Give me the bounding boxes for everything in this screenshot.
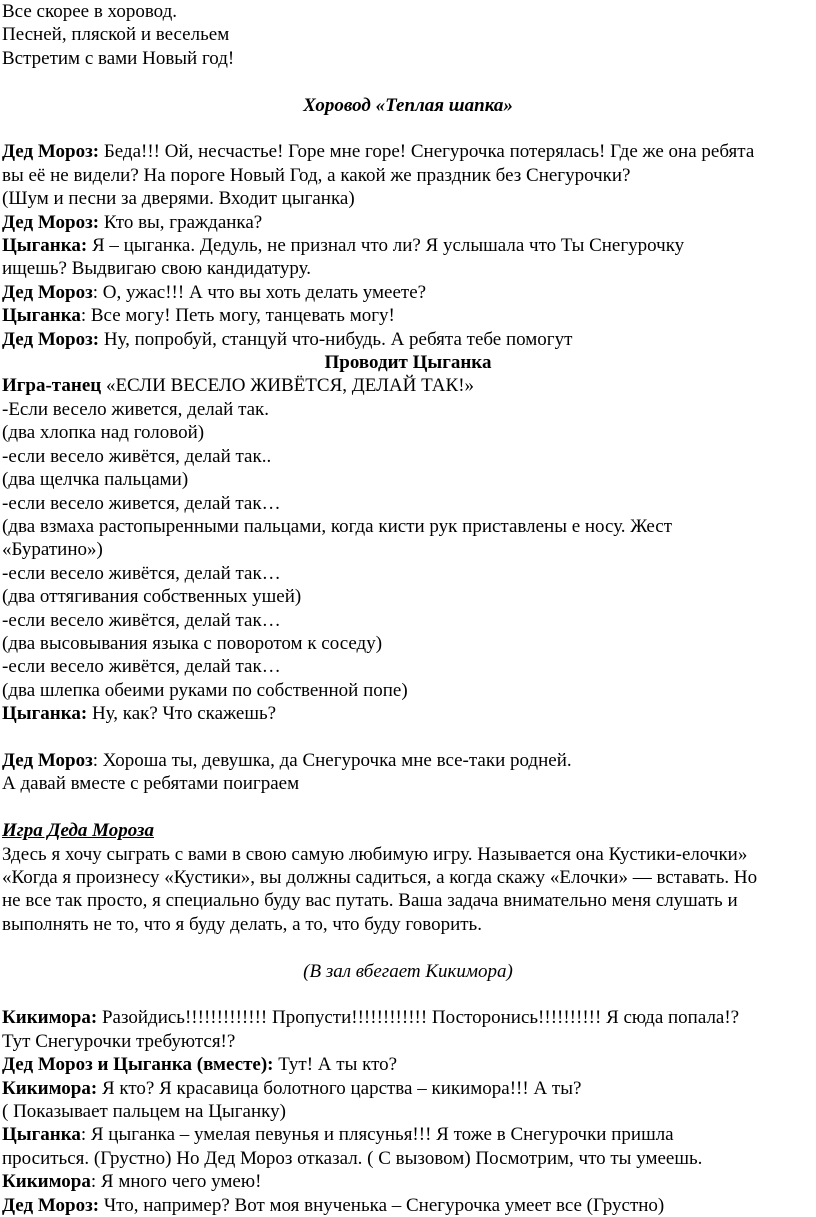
provodit-heading: Проводит Цыганка <box>324 352 492 374</box>
speaker: Кикимора: <box>2 1007 98 1029</box>
game-ded-line: выполнять не то, что я буду делать, а то, что буду говорить. <box>2 913 482 935</box>
dialogue-line: Цыганка: Я цыганка – умелая певунья и плясунья!!! Я тоже в Снегурочки пришла <box>2 1124 674 1146</box>
dialogue-line: Цыганка: Я – цыганка. Дедуль, не признал что ли? Я услышала что Ты Снегурочку <box>2 235 685 257</box>
dialogue-line: Тут Снегурочки требуются!? <box>2 1030 236 1052</box>
game-line: (два оттягивания собственных ушей) <box>2 586 302 608</box>
dialogue-line: А давай вместе с ребятами поиграем <box>2 773 300 795</box>
speaker: Дед Мороз: <box>2 211 100 233</box>
speaker: Цыганка <box>2 1124 81 1146</box>
game-ded-line: «Когда я произнесу «Кустики», вы должны садиться, а когда скажу «Елочки» — вставать. Но <box>2 866 758 888</box>
dialogue-line: Дед Мороз и Цыганка (вместе): Тут! А ты кто? <box>2 1054 398 1076</box>
dialogue-line: Дед Мороз: Хороша ты, девушка, да Снегурочка мне все-таки родней. <box>2 749 572 771</box>
game-line: -если весело живётся, делай так.. <box>2 445 272 467</box>
game-line: -если весело живется, делай так… <box>2 492 281 514</box>
game-label: Игра-танец <box>2 375 102 397</box>
game-line: -если весело живётся, делай так… <box>2 609 281 631</box>
dialogue-line: Дед Мороз: Ну, попробуй, станцуй что-нибудь. А ребята тебе помогут <box>2 328 573 350</box>
dialogue-line: проситься. (Грустно) Но Дед Мороз отказал. ( С вызовом) Посмотрим, что ты умеешь. <box>2 1147 703 1169</box>
stage-direction-kikimora: (В зал вбегает Кикимора) <box>303 960 513 982</box>
stage-direction: (Шум и песни за дверями. Входит цыганка) <box>2 188 355 210</box>
khorovod-title: Хоровод «Теплая шапка» <box>303 94 513 116</box>
dialogue-line: Кикимора: Я много чего умею! <box>2 1171 262 1193</box>
game-line: -если весело живётся, делай так… <box>2 656 281 678</box>
dialogue-line: Дед Мороз: О, ужас!!! А что вы хоть делать умеете? <box>2 281 427 303</box>
game-dance-title: Игра-танец «ЕСЛИ ВЕСЕЛО ЖИВЁТСЯ, ДЕЛАЙ ТАК!» <box>2 375 475 397</box>
game-line: (два взмаха растопыренными пальцами, когда кисти рук приставлены е носу. Жест <box>2 515 673 537</box>
poem-line: Все скорее в хоровод. <box>2 1 178 22</box>
game-ded-title: Игра Деда Мороза <box>2 820 154 842</box>
dialogue-line: Цыганка: Все могу! Петь могу, танцевать могу! <box>2 305 395 327</box>
speaker: Кикимора: <box>2 1077 98 1099</box>
game-line: -если весело живётся, делай так… <box>2 562 281 584</box>
game-line: (два хлопка над головой) <box>2 422 205 444</box>
dialogue-line: Цыганка: Ну, как? Что скажешь? <box>2 703 277 725</box>
game-line: «Буратино») <box>2 539 103 561</box>
game-line: (два шлепка обеими руками по собственной попе) <box>2 679 408 701</box>
speaker: Дед Мороз: <box>2 1194 100 1216</box>
game-ded-line: Здесь я хочу сыграть с вами в свою самую любимую игру. Называется она Кустики-елочки» <box>2 843 748 865</box>
dialogue-line: вы её не видели? На пороге Новый Год, а какой же праздник без Снегурочки? <box>2 164 631 186</box>
speaker: Дед Мороз <box>2 281 93 303</box>
speaker: Цыганка: <box>2 235 88 257</box>
speaker: Дед Мороз <box>2 749 93 771</box>
dialogue-line: Дед Мороз: Беда!!! Ой, несчастье! Горе мне горе! Снегурочка потерялась! Где же она ребята <box>2 141 755 163</box>
speaker: Дед Мороз и Цыганка (вместе): <box>2 1054 274 1076</box>
dialogue-line: Кикимора: Я кто? Я красавица болотного царства – кикимора!!! А ты? <box>2 1077 582 1099</box>
game-line: -Если весело живется, делай так. <box>2 398 270 420</box>
poem-line: Встретим с вами Новый год! <box>2 47 235 69</box>
speaker: Цыганка <box>2 305 81 327</box>
speaker: Дед Мороз: <box>2 328 100 350</box>
game-line: (два щелчка пальцами) <box>2 469 189 491</box>
speaker: Цыганка: <box>2 703 88 725</box>
poem-line: Песней, пляской и весельем <box>2 24 230 46</box>
stage-direction: ( Показывает пальцем на Цыганку) <box>2 1101 286 1122</box>
dialogue-line: ищешь? Выдвигаю свою кандидатуру. <box>2 258 311 280</box>
speaker: Кикимора <box>2 1171 91 1193</box>
speaker: Дед Мороз: <box>2 141 100 163</box>
game-line: (два высовывания языка с поворотом к соседу) <box>2 632 383 654</box>
dialogue-line: Кикимора: Разойдись!!!!!!!!!!!!! Пропусти!!!!!!!!!!!! Посторонись!!!!!!!!!! Я сюда попала!? <box>2 1007 740 1029</box>
game-ded-line: не все так просто, я специально буду вас путать. Ваша задача внимательно меня слушать и <box>2 890 738 912</box>
dialogue-line: Дед Мороз: Кто вы, гражданка? <box>2 211 263 233</box>
dialogue-line: Дед Мороз: Что, например? Вот моя внученька – Снегурочка умеет все (Грустно) <box>2 1194 665 1216</box>
